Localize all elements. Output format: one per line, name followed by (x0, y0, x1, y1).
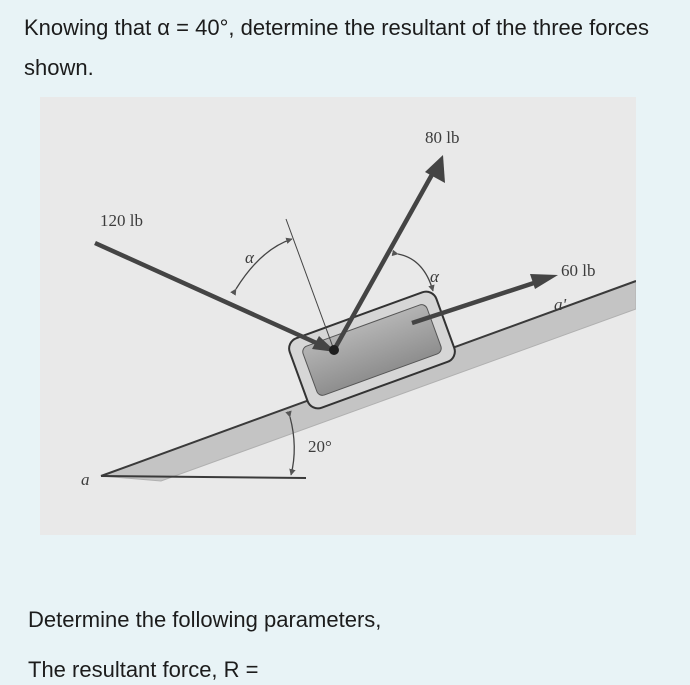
question-text: Knowing that α = 40°, determine the resultant of the three forces shown. (24, 15, 650, 80)
force-diagram-svg (40, 97, 636, 535)
force-application-point (329, 345, 339, 355)
resultant-force-label: The resultant force, R = (28, 657, 259, 682)
force-diagram (40, 97, 636, 535)
alpha-label-left: α (245, 248, 254, 267)
incline-angle-label: 20° (308, 437, 332, 456)
point-a-label: a (81, 470, 90, 489)
resultant-force-row (28, 655, 259, 685)
force-60-arrowhead (530, 274, 558, 289)
force-120-label: 120 lb (100, 211, 143, 230)
force-80-label: 80 lb (425, 128, 460, 147)
alpha-label-right: α (430, 267, 439, 286)
force-60-label: 60 lb (561, 261, 596, 280)
parameters-prompt: Determine the following parameters, (28, 607, 382, 632)
alpha-arc-right (398, 254, 433, 291)
force-120-arrow (95, 243, 332, 350)
point-a-prime-label: a' (554, 295, 567, 314)
